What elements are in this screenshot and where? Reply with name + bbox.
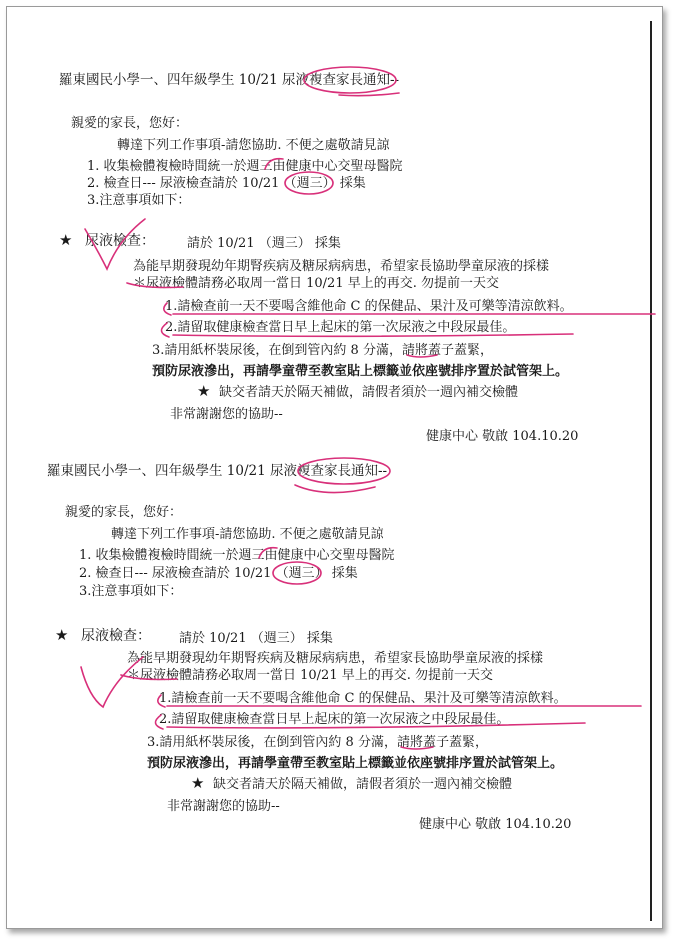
paragraph-1: 為能早期發現幼年期腎疾病及糖尿病病患，希望家長協助學童尿液的採樣	[127, 651, 544, 666]
greeting: 親愛的家長，您好：	[65, 505, 183, 520]
paragraph-2: ＊尿液檢體請務必取周一當日 10/21 早上的再交. 勿提前一天交	[133, 276, 499, 291]
item-1: 1. 收集檢體複檢時間統一於週三由健康中心交聖母醫院	[79, 548, 395, 563]
rule-2: 2.請留取健康檢查當日早上起床的第一次尿液之中段尿最佳。	[159, 712, 510, 727]
item-2: 2. 檢查日--- 尿液檢查請於 10/21 （週三） 採集	[87, 176, 366, 191]
item-3: 3.注意事項如下：	[87, 193, 191, 208]
rule-1: 1.請檢查前一天不要喝含維他命 C 的保健品、果汁及可樂等清涼飲料。	[165, 299, 573, 314]
absent-note: 缺交者請天於隔天補做，請假者須於一週內補交檢體	[213, 777, 513, 792]
item-1: 1. 收集檢體複檢時間統一於週三由健康中心交聖母醫院	[87, 159, 403, 174]
section-star-icon: ★	[55, 626, 69, 644]
document-frame	[6, 6, 663, 929]
greeting: 親愛的家長，您好：	[71, 116, 189, 131]
section-heading: 尿液檢查：	[81, 628, 151, 644]
section-star-icon: ★	[59, 231, 73, 249]
intro-line: 轉達下列工作事項-請您協助. 不便之處敬請見諒	[111, 527, 384, 542]
rule-3b: 預防尿液滲出，再請學童帶至教室貼上標籤並依座號排序置於試管架上。	[152, 364, 569, 379]
absent-star-icon: ★	[191, 774, 205, 792]
paragraph-1: 為能早期發現幼年期腎疾病及糖尿病病患，希望家長協助學童尿液的採樣	[133, 259, 550, 274]
item-2: 2. 檢查日--- 尿液檢查請於 10/21 （週三） 採集	[79, 566, 358, 581]
thanks: 非常謝謝您的協助--	[167, 799, 280, 814]
tail-title-2	[295, 485, 375, 493]
item-3: 3.注意事項如下：	[79, 584, 183, 599]
section-date: 請於 10/21 （週三） 採集	[187, 236, 341, 251]
signature: 健康中心 敬啟 104.10.20	[426, 429, 579, 444]
scan-edge-line	[650, 21, 652, 921]
rule-3a: 3.請用紙杯裝尿後，在倒到管內約 8 分滿，請將蓋子蓋緊，	[147, 735, 488, 750]
paragraph-2: ＊尿液檢體請務必取周一當日 10/21 早上的再交. 勿提前一天交	[127, 668, 493, 683]
rule-3b: 預防尿液滲出，再請學童帶至教室貼上標籤並依座號排序置於試管架上。	[147, 756, 564, 771]
rule-1: 1.請檢查前一天不要喝含維他命 C 的保健品、果汁及可樂等清涼飲料。	[159, 691, 567, 706]
notice-title: 羅東國民小學一、四年級學生 10/21 尿液複查家長通知--	[47, 463, 388, 479]
underline-title	[339, 93, 399, 96]
signature: 健康中心 敬啟 104.10.20	[419, 817, 572, 832]
absent-star-icon: ★	[197, 382, 211, 400]
rule-3a: 3.請用紙杯裝尿後，在倒到管內約 8 分滿，請將蓋子蓋緊，	[152, 343, 493, 358]
thanks: 非常謝謝您的協助--	[170, 407, 283, 422]
absent-note: 缺交者請天於隔天補做，請假者須於一週內補交檢體	[219, 385, 519, 400]
section-date: 請於 10/21 （週三） 採集	[179, 631, 333, 646]
intro-line: 轉達下列工作事項-請您協助. 不便之處敬請見諒	[117, 138, 390, 153]
rule-2: 2.請留取健康檢查當日早上起床的第一次尿液之中段尿最佳。	[165, 320, 516, 335]
notice-title: 羅東國民小學一、四年級學生 10/21 尿液複查家長通知--	[59, 72, 400, 88]
section-heading: 尿液檢查：	[85, 233, 155, 249]
